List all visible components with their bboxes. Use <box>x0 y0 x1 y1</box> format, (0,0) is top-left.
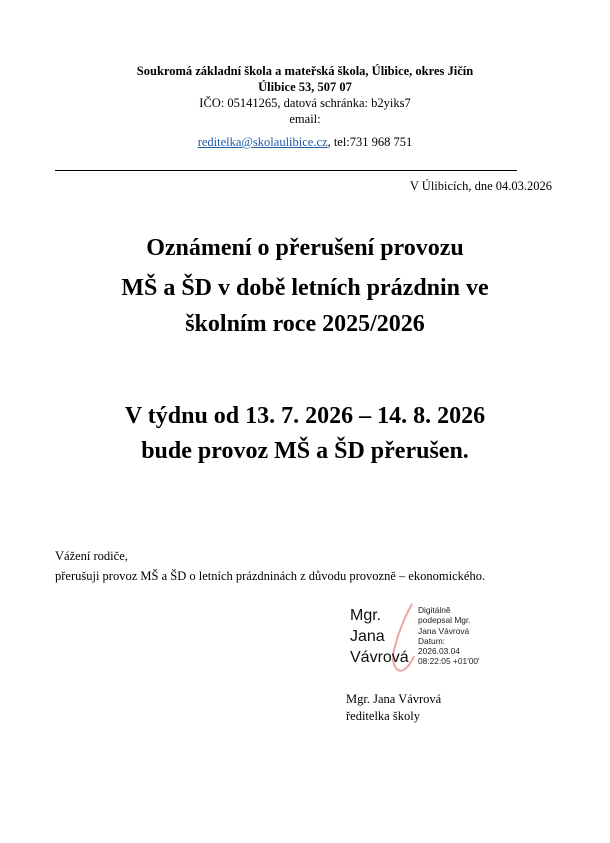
salutation: Vážení rodiče, <box>55 549 128 563</box>
signature-name-line-3: Vávrová <box>350 649 409 666</box>
body-text: přerušuji provoz MŠ a ŠD o letních prázdninách z důvodu provozně – ekonomického. <box>55 569 486 583</box>
school-name: Soukromá základní škola a mateřská škola, Úlibice, okres Jičín <box>136 64 474 78</box>
email-label: email: <box>289 112 321 126</box>
title-line-2: MŠ a ŠD v době letních prázdnin ve <box>121 275 489 301</box>
date-line: V Úlibicích, dne 04.03.2026 <box>409 179 552 193</box>
ico-line: IČO: 05141265, datová schránka: b2yiks7 <box>199 96 411 110</box>
signer-role: ředitelka školy <box>346 709 420 723</box>
signature-info-line-1: Digitálně <box>418 605 451 615</box>
email-link[interactable]: reditelka@skolaulibice.cz <box>197 135 328 149</box>
signature-info-line-6: 08:22:05 +01'00' <box>418 656 480 667</box>
signature-info-line-2: podepsal Mgr. <box>418 615 471 626</box>
signature-name <box>350 605 409 668</box>
signature-info <box>418 605 480 667</box>
signature-name-line-2: Jana <box>350 628 385 645</box>
contact-line <box>0 134 610 150</box>
school-address: Úlibice 53, 507 07 <box>258 80 352 94</box>
announcement-line-1: V týdnu od 13. 7. 2026 – 14. 8. 2026 <box>124 403 486 429</box>
signature-info-line-3: Jana Vávrová <box>418 625 470 636</box>
phone-text: , tel:731 968 751 <box>327 135 413 149</box>
signature-info-line-5: 2026.03.04 <box>418 646 460 657</box>
title-line-3: školním roce 2025/2026 <box>185 311 425 337</box>
signature-info-line-4: Datum: <box>418 635 445 646</box>
title-line-1: Oznámení o přerušení provozu <box>146 235 464 261</box>
announcement-line-2: bude provoz MŠ a ŠD přerušen. <box>141 438 469 464</box>
signer-name: Mgr. Jana Vávrová <box>346 692 442 706</box>
signature-name-line-1: Mgr. <box>350 607 382 624</box>
header-divider <box>55 170 517 171</box>
digital-signature <box>340 600 500 680</box>
